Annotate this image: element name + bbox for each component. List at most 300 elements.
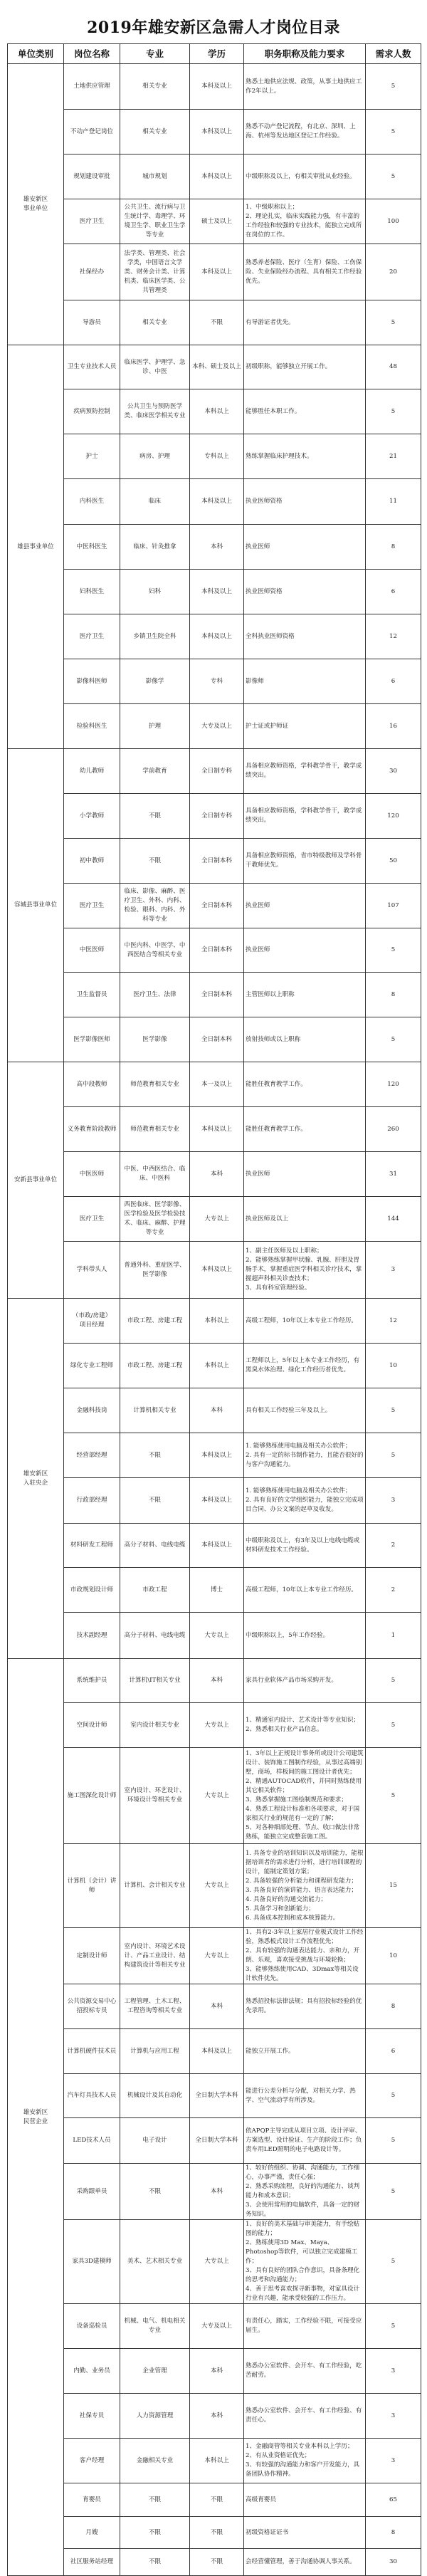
headcount: 12 [366,614,421,659]
education: 不限 [190,2549,244,2576]
post-name: 高中段教师 [64,1062,120,1107]
table-row [8,155,421,199]
table-row [8,2118,421,2164]
headcount: 120 [366,794,421,839]
education: 本科以上 [190,1299,244,1344]
post-name: 月嫂 [64,2517,120,2549]
education: 大专及以上 [190,704,244,749]
header-category: 单位类别 [8,44,64,64]
post-name: 育婴员 [64,2483,120,2517]
requirements: 1、金融商管等相关专业本科以上学历； 2、有从业资格证优先； 3、有较强的沟通能力和客户开发能力，具备团队协作精神。 [244,2439,366,2483]
table-row [8,2074,421,2118]
major: 人力资源管理 [120,2394,190,2439]
post-name: 小学教师 [64,794,120,839]
page-title: 2019年雄安新区急需人才岗位目录 [87,19,340,37]
table-row [8,110,421,155]
table-row [8,659,421,704]
table-row [8,64,421,110]
headcount: 20 [366,244,421,300]
post-name: 内科医生 [64,479,120,525]
education: 大专以上 [190,1748,244,1844]
requirements: 1、中级职称以上； 2、理论扎实，临床实践能力强，有丰富的工作经验和较强的专业技术，能独立完成所在岗位的工作。 [244,199,366,244]
headcount: 21 [366,434,421,479]
major: 中医内科、中医学、中西医结合等相关专业 [120,928,190,973]
headcount: 65 [366,2483,421,2517]
requirements: 能够胜任本职工作。 [244,389,366,434]
post-name: 中医医师 [64,928,120,973]
major: 病房、护理 [120,434,190,479]
headcount: 144 [366,1197,421,1242]
table-row [8,839,421,884]
education: 本科及以上 [190,244,244,300]
unit-category: 雄安新区 民营企业 [8,1659,64,2576]
headcount: 10 [366,1344,421,1388]
headcount: 5 [366,300,421,345]
education: 本科 [190,2164,244,2220]
post-name: 系统维护员 [64,1659,120,1703]
major: 妇科 [120,570,190,614]
table-body [8,64,421,2576]
requirements: 执业医师资格 [244,479,366,525]
table-row [8,614,421,659]
education: 大专以上 [190,1703,244,1748]
requirements: 1、精通室内设计、艺术设计等专业知识； 2、熟悉相关行业产品信息。 [244,1703,366,1748]
major: 临床、针灸推拿 [120,525,190,570]
table-row [8,928,421,973]
post-name: 定制设计师 [64,1928,120,1984]
requirements: 熟悉土地供应法规、政策，从事土地供应工作2年以上。 [244,64,366,110]
headcount: 3 [366,1478,421,1524]
post-name: 护士 [64,434,120,479]
requirements: 放射技师或以上职称 [244,1017,366,1062]
table-row [8,2439,421,2483]
headcount: 8 [366,525,421,570]
post-name: 检验科医生 [64,704,120,749]
major: 机械设计及其自动化 [120,2074,190,2118]
post-name: 医学影像医师 [64,1017,120,1062]
headcount: 107 [366,884,421,928]
post-name: 施工图深化设计师 [64,1748,120,1844]
education: 本科 [190,2394,244,2439]
requirements: 熟悉办公室软件、会开车、有工作经验、有责任心。 [244,2394,366,2439]
table-row [8,1107,421,1152]
post-name: 经营部经理 [64,1433,120,1478]
headcount: 5 [366,110,421,155]
education: 全日制本科 [190,884,244,928]
post-name: 医疗卫生 [64,1197,120,1242]
post-name: 金融科技岗 [64,1388,120,1433]
education: 专科 [190,659,244,704]
education: 本科及以上 [190,570,244,614]
table-row [8,199,421,244]
major: 计算机与应用工程 [120,2029,190,2074]
major: 相关专业 [120,64,190,110]
table-row [8,2349,421,2394]
post-name: 疾病预防控制 [64,389,120,434]
post-name: 学科带头人 [64,1242,120,1299]
major: 普通外科、重症医学、医学影像 [120,1242,190,1299]
major: 西医临床、医学影像、医学检验及医学检验技术、临床、麻醉、护理等专业 [120,1197,190,1242]
table-row [8,570,421,614]
post-name: 社区服务站经理 [64,2549,120,2576]
requirements: 工程师以上，5年以上本专业工作经历，有黑臭水体治理、绿化工作经历者优先。 [244,1344,366,1388]
major: 市政工程、房建工程 [120,1344,190,1388]
table-row [8,884,421,928]
table-row [8,1613,421,1659]
requirements: 1、较好的组织、协调、沟通能力，工作细心，办事严谨，责任心强； 2、熟悉采购流程，良好的沟通能力、谈判能力和成本意识； 3、会使用常用的电脑软件，具备一定的财务知识。 [244,2164,366,2220]
requirements: 有责任心，踏实，工作经验不限，可接受应届生。 [244,2304,366,2349]
requirements: 1、副主任医师及以上职称； 2、能够熟练掌握甲状腺、乳腺、肝胆及胃肠手术，掌握重症医学科相关诊疗技术，掌握超声科相关诊查技术； 3、具有科室管理经验。 [244,1242,366,1299]
headcount: 3 [366,1242,421,1299]
table-row [8,1344,421,1388]
table-row [8,794,421,839]
table-row [8,479,421,525]
major: 企业管理 [120,2349,190,2394]
education: 大专及以上 [190,2304,244,2349]
major: 计算机相关专业 [120,1388,190,1433]
requirements: 中级职称及以上，有相关审批从业经验。 [244,155,366,199]
table-row [8,1433,421,1478]
requirements: 中级职称以上，5年工作经验。 [244,1613,366,1659]
education: 本科及以上 [190,1107,244,1152]
education: 本科以上 [190,2439,244,2483]
major: 师范教育相关专业 [120,1062,190,1107]
header-education: 学历 [190,44,244,64]
major: 中医、中西医结合、临床、中医科 [120,1152,190,1197]
education: 本科及以上 [190,614,244,659]
headcount: 3 [366,2349,421,2394]
major: 临床 [120,479,190,525]
requirements: 执业医师 [244,1152,366,1197]
headcount: 31 [366,1152,421,1197]
table-row [8,525,421,570]
table-row [8,1844,421,1928]
table-row [8,2304,421,2349]
major: 计算机、会计相关专业 [120,1844,190,1928]
education: 硕士及以上 [190,199,244,244]
major: 市政工程、房建工程 [120,1299,190,1344]
post-name: 义务教育阶段教师 [64,1107,120,1152]
table-row [8,1197,421,1242]
requirements: 执业医师 [244,884,366,928]
post-name: 采购跟单员 [64,2164,120,2220]
education: 大专以上 [190,1613,244,1659]
post-name: 幼儿教师 [64,749,120,794]
requirements: 中级职称及以上，有3年及以上电线电缆或材料研发技术工作经验。 [244,1524,366,1568]
major: 不限 [120,2517,190,2549]
headcount: 6 [366,659,421,704]
headcount: 8 [366,973,421,1017]
headcount: 3 [366,2439,421,2483]
table-row [8,434,421,479]
post-name: 初中教师 [64,839,120,884]
table-row [8,2029,421,2074]
table-row [8,2517,421,2549]
education: 不限 [190,300,244,345]
education: 全日制专科 [190,749,244,794]
requirements: 熟悉养老保险、医疗（生育）保险、工伤保险、失业保险经办流程、具有相关工作经验优先。 [244,244,366,300]
education: 本科及以上 [190,1433,244,1478]
post-name: 影像科医师 [64,659,120,704]
headcount: 3 [366,2394,421,2439]
requirements: 能胜任教育教学工作。 [244,1107,366,1152]
post-name: 不动产登记岗位 [64,110,120,155]
major: 乡镇卫生院全科 [120,614,190,659]
headcount: 5 [366,1388,421,1433]
table-row [8,704,421,749]
requirements: 高级育婴员 [244,2483,366,2517]
major: 室内设计相关专业 [120,1703,190,1748]
education: 本科及以上 [190,1524,244,1568]
education: 本科及以上 [190,155,244,199]
post-name: 设备巡检员 [64,2304,120,2349]
education: 大专以上 [190,2220,244,2304]
post-name: 医疗卫生 [64,614,120,659]
post-name: 医疗卫生 [64,199,120,244]
table-row [8,345,421,389]
table-row [8,1748,421,1844]
headcount: 5 [366,2220,421,2304]
post-name: （市政/房建） 项目经理 [64,1299,120,1344]
headcount: 30 [366,2549,421,2576]
post-name: 空间设计师 [64,1703,120,1748]
major: 不限 [120,1478,190,1524]
major: 法学类、管理类、社会学类，中国语言文学类、财务会计类、计算机类、临床医学类、公共管理类 [120,244,190,300]
education: 本科、硕士及以上 [190,345,244,389]
education: 本科 [190,2349,244,2394]
headcount: 100 [366,199,421,244]
requirements: 高级工程师，10年以上本专业工作经历。 [244,1568,366,1613]
education: 全日制本科 [190,928,244,973]
education: 全日制专科 [190,794,244,839]
table-row [8,1928,421,1984]
requirements: 1. 具备专业的培训知识以及培训能力，能根据培训者的需求进行分析，进行培训课程的设计，能制定策划方案； 2. 具备较强的分析能力和课程研发能力； 3. 具备良好的演讲能力、语言表达能力； 4. 具备良好的沟通交流能力； 5. 具备学习和创新能力； 6. 具备成本控制和成本核算能力。 [244,1844,366,1928]
headcount: 5 [366,2304,421,2349]
major: 临床医学、护理学、急诊、中医 [120,345,190,389]
requirements: 执业医师 [244,928,366,973]
table-row [8,1152,421,1197]
education: 本科 [190,525,244,570]
talent-table [7,43,421,2576]
major: 护理 [120,704,190,749]
table-row [8,1984,421,2029]
headcount: 5 [366,928,421,973]
headcount: 1 [366,1613,421,1659]
requirements: 1. 能够熟练使用电脑及相关办公软件； 2. 具有一定的标书制作能力，且能否很好的与客户沟通能力。 [244,1433,366,1478]
requirements: 具备相应教师资格，省市特级教师及学科骨干教师优先。 [244,839,366,884]
major: 高分子材料、电线电缆 [120,1613,190,1659]
table-row [8,2164,421,2220]
unit-category: 雄县事业单位 [8,345,64,749]
education: 大专以上 [190,1844,244,1928]
major: 影像学 [120,659,190,704]
requirements: 1. 能够熟练使用电脑及相关办公软件； 2. 具有良好的文学组织能力，能独立完成项目合同、办公文案的起草及收发。 [244,1478,366,1524]
education: 博士 [190,1568,244,1613]
table-row [8,1017,421,1062]
requirements: 初级资格证证书 [244,2517,366,2549]
major: 医疗卫生、法律 [120,973,190,1017]
headcount: 8 [366,2517,421,2549]
major: 相关专业 [120,110,190,155]
table-row [8,2549,421,2576]
major: 机械、电气、机电相关专业 [120,2304,190,2349]
requirements: 熟悉不动产登记流程，有北京、深圳、上海、杭州等发达地区登记工作经验。 [244,110,366,155]
major: 不限 [120,2483,190,2517]
headcount: 5 [366,2074,421,2118]
headcount: 120 [366,1062,421,1107]
education: 本科 [190,1659,244,1703]
requirements: 具备相应教师资格，学科教学骨干，教学成绩突出。 [244,794,366,839]
major: 医学影像 [120,1017,190,1062]
requirements: 能胜任教育教学工作。 [244,1062,366,1107]
headcount: 5 [366,155,421,199]
post-name: 医疗卫生 [64,884,120,928]
requirements: 护士证或护师证 [244,704,366,749]
headcount: 5 [366,1703,421,1748]
education: 本科 [190,1984,244,2029]
table-row [8,973,421,1017]
headcount: 5 [366,1017,421,1062]
major: 临床、影像、麻醉、医疗卫生、外科、内科、检验、眼科、内科、外科等专业 [120,884,190,928]
table-row [8,1568,421,1613]
post-name: 导游员 [64,300,120,345]
education: 本科以上 [190,389,244,434]
major: 室内设计、环艺设计、环境设计等相关专业 [120,1748,190,1844]
table-row [8,1062,421,1107]
major: 高分子材料、电线电缆 [120,1524,190,1568]
post-name: LED技术人员 [64,2118,120,2164]
post-name: 汽车灯具技术人员 [64,2074,120,2118]
requirements: 有导游证者优先。 [244,300,366,345]
table-row [8,389,421,434]
unit-category: 雄安新区 入驻央企 [8,1299,64,1659]
headcount: 8 [366,1984,421,2029]
requirements: 能进行公差分析与分配，对相关力学、热学、空气流动学有所涉及。 [244,2074,366,2118]
header-post: 岗位名称 [64,44,120,64]
requirements: 1、3年以上正规设计事务所或设计公司建筑设计、装饰施工图制作经验，从事过高端别墅，商场，样板间的施工图设计者优先； 2、精通AUTOCAD软件，并同时熟练使用其它相关软件； 3、熟悉掌握施工图绘制规范和要求； 4、熟悉工程设计标准和各项要求，对于国家相关行业的规范有一定的了解； 5、对各种细部处理、节点、收口做法非常熟练，能独立完成整套施工图。 [244,1748,366,1844]
headcount: 11 [366,479,421,525]
table-row [8,2220,421,2304]
headcount: 30 [366,749,421,794]
requirements: 1、具有2-3年以上家居行业板式设计工作经验，熟悉板式设计工作流程优先； 2、具有较强的沟通表达能力、亲和力，开朗、乐观，喜欢接受挑战与环境轮换； 3、能够熟练使用CAD、3Dmax等相关设计软件优先。 [244,1928,366,1984]
major: 美术、艺术相关专业 [120,2220,190,2304]
major: 师范教育相关专业 [120,1107,190,1152]
education: 全日制大学本科 [190,2118,244,2164]
education: 本科 [190,1388,244,1433]
education: 大专以上 [190,1197,244,1242]
requirements: 会经营懂管理，善于沟通协调人事关系。 [244,2549,366,2576]
table-row [8,1388,421,1433]
post-name: 客户经理 [64,2439,120,2483]
requirements: 熟练掌握临床护理技术。 [244,434,366,479]
headcount: 5 [366,64,421,110]
education: 本科及以上 [190,2029,244,2074]
education: 本科以上 [190,1344,244,1388]
requirements: 初级职称，能够独立开展工作。 [244,345,366,389]
post-name: 内勤、业务员 [64,2349,120,2394]
header-requirements: 职务职称及能力要求 [244,44,366,64]
headcount: 50 [366,839,421,884]
requirements: 具备相应教师资格，学科教学骨干，教学成绩突出。 [244,749,366,794]
major: 工程管理、土木工程、工程咨询等相关专业 [120,1984,190,2029]
headcount: 12 [366,1299,421,1344]
post-name: 公共资源交易中心招投标专员 [64,1984,120,2029]
headcount: 48 [366,345,421,389]
post-name: 社保经办 [64,244,120,300]
major: 金融相关专业 [120,2439,190,2483]
headcount: 5 [366,2118,421,2164]
post-name: 中医科医生 [64,525,120,570]
major: 不限 [120,2164,190,2220]
requirements: 能独立开展工作。 [244,2029,366,2074]
headcount: 5 [366,1433,421,1478]
unit-category: 安新县事业单位 [8,1062,64,1299]
education: 本科及以上 [190,1478,244,1524]
table-row [8,1703,421,1748]
major: 计算机\IT相关专业 [120,1659,190,1703]
requirements: 主管医师以上职称 [244,973,366,1017]
post-name: 行政部经理 [64,1478,120,1524]
education: 不限 [190,2517,244,2549]
post-name: 妇科医生 [64,570,120,614]
requirements: 依APQP主导完成从项目立项、设计评审、方案选型、设计验证、生产的阶段工作；负责车用LED照明的电子电路设计等。 [244,2118,366,2164]
education: 本科及以上 [190,110,244,155]
post-name: 家具3D建模师 [64,2220,120,2304]
requirements: 执业医师资格 [244,570,366,614]
requirements: 全科执业医师资格 [244,614,366,659]
table-row [8,244,421,300]
post-name: 土地供应管理 [64,64,120,110]
headcount: 5 [366,1659,421,1703]
headcount: 6 [366,570,421,614]
requirements: 1、良好的美术基础与审美能力，有手绘贴图的能力； 2、熟练使用3D Max、Maya、Photoshop等软件，可以独立完成建模工作； 3、具有良好的团队合作意识，具备条理化的思考和沟通能力； 4、善于思考喜欢探寻新事物，对家具设计行业有兴趣，能承受较强的工作压力。 [244,2220,366,2304]
headcount: 10 [366,1928,421,1984]
table-row [8,1299,421,1344]
headcount: 2 [366,1524,421,1568]
post-name: 材料研发工程师 [64,1524,120,1568]
education: 不限 [190,2483,244,2517]
major: 相关专业 [120,300,190,345]
headcount: 5 [366,1748,421,1844]
table-row [8,2483,421,2517]
education: 本科 [190,1152,244,1197]
headcount: 16 [366,704,421,749]
major: 不限 [120,1433,190,1478]
post-name: 计算机硬件技术员 [64,2029,120,2074]
requirements: 影像师 [244,659,366,704]
unit-category: 容城县事业单位 [8,749,64,1062]
table-row [8,749,421,794]
major: 不限 [120,839,190,884]
header-major: 专业 [120,44,190,64]
major: 市政工程 [120,1568,190,1613]
education: 本科及以上 [190,64,244,110]
education: 本科及以上 [190,479,244,525]
major: 不限 [120,794,190,839]
headcount: 2 [366,1568,421,1613]
education: 全日制大学本科 [190,2074,244,2118]
requirements: 高级工程师，10年以上本专业工作经历。 [244,1299,366,1344]
post-name: 绿化专业工程师 [64,1344,120,1388]
major: 电子设计 [120,2118,190,2164]
post-name: 市政规划设计师 [64,1568,120,1613]
table-row [8,1524,421,1568]
unit-category: 雄安新区 事业单位 [8,64,64,345]
table-header-row [8,44,421,64]
requirements: 执业医师及以上 [244,1197,366,1242]
education: 本科及以上 [190,1242,244,1299]
post-name: 卫生监督员 [64,973,120,1017]
